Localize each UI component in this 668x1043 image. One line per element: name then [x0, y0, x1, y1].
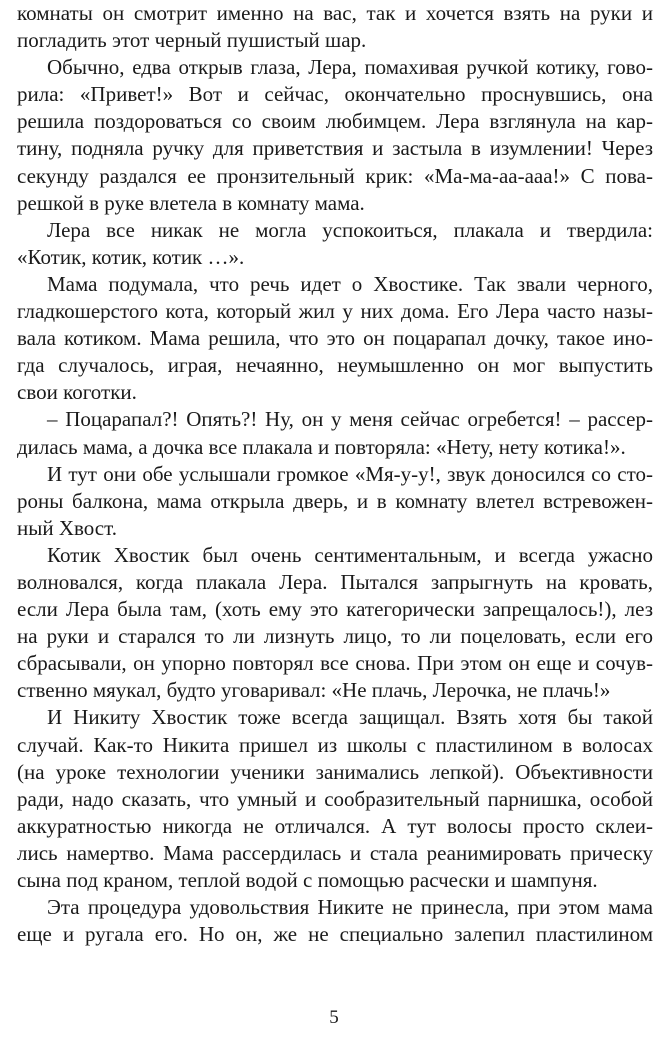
text-line: рила: «Привет!» Вот и сейчас, окончательно проснувшись, она — [17, 82, 653, 107]
paragraph — [17, 54, 653, 217]
text-line: ственно мяукал, будто уговаривал: «Не плачь, Лерочка, не плачь!» — [17, 678, 611, 703]
text-line: секунду раздался ее пронзительный крик: «Ма-ма-аа-ааа!» С пова- — [17, 163, 653, 188]
page-body — [17, 0, 653, 948]
text-line: Лера все никак не могла успокоиться, плакала и твердила: — [47, 217, 653, 242]
paragraph — [17, 894, 653, 948]
text-line: если Лера была там, (хоть ему это категорически запрещалось!), лез — [17, 597, 653, 622]
text-line: комнаты он смотрит именно на вас, так и хочется взять на руки и — [17, 1, 653, 25]
text-line: – Поцарапал?! Опять?! Ну, он у меня сейчас огребется! – рассер- — [47, 407, 653, 432]
text-line: тину, подняла ручку для приветствия и застыла в изумлении! Через — [17, 136, 653, 161]
text-line: И Никиту Хвостик тоже всегда защищал. Взять хотя бы такой — [47, 705, 653, 730]
text-line: сына под краном, теплой водой с помощью расчески и шампуня. — [17, 868, 598, 892]
text-line: волновался, когда плакала Лера. Пытался запрыгнуть на кровать, — [17, 569, 653, 594]
paragraph — [17, 704, 653, 894]
paragraph — [17, 406, 653, 460]
page-number: 5 — [329, 1007, 339, 1028]
text-line: Эта процедура удовольствия Никите не принесла, при этом мама — [47, 895, 653, 920]
text-line: Котик Хвостик был очень сентиментальным, и всегда ужасно — [47, 542, 653, 567]
text-line: на руки и старался то ли лизнуть лицо, то ли поцеловать, если его — [17, 624, 653, 649]
text-line: Мама подумала, что речь идет о Хвостике. Так звали черного, — [47, 271, 653, 296]
text-line: ный Хвост. — [17, 515, 117, 540]
text-line: свои коготки. — [17, 380, 137, 405]
text-line: аккуратностью никогда не отличался. А тут волосы просто склеи- — [17, 813, 653, 838]
paragraph — [17, 271, 653, 406]
text-line: еще и ругала его. Но он, же не специально залепил пластилином — [17, 922, 653, 947]
text-line: решила поздороваться со своим любимцем. Лера взглянула на кар- — [17, 109, 653, 134]
text-line: погладить этот черный пушистый шар. — [17, 28, 367, 53]
text-line: ради, надо сказать, что умный и сообразительный парнишка, особой — [17, 786, 653, 811]
text-line: лись намертво. Мама рассердилась и стала реанимировать прическу — [17, 840, 653, 865]
text-line: вала котиком. Мама решила, что это он поцарапал дочку, такое ино- — [17, 326, 653, 351]
text-line: дилась мама, а дочка все плакала и повторяла: «Нету, нету котика!». — [17, 434, 626, 459]
paragraph — [17, 0, 653, 54]
text-line: (на уроке технологии ученики занимались лепкой). Объективности — [17, 759, 653, 784]
text-line: гладкошерстого кота, который жил у них дома. Его Лера часто назы- — [17, 299, 653, 324]
paragraph — [17, 461, 653, 542]
paragraph — [17, 542, 653, 705]
text-line: роны балкона, мама открыла дверь, и в комнату влетел встревожен- — [17, 488, 653, 513]
text-line: гда случалось, играя, нечаянно, неумышленно он мог выпустить — [17, 353, 653, 378]
text-line: Обычно, едва открыв глаза, Лера, помахивая ручкой котику, гово- — [47, 55, 653, 80]
text-line: сбрасывали, он упорно повторял все снова. При этом он еще и сочув- — [17, 651, 653, 676]
text-line: решкой в руке влетела в комнату мама. — [17, 190, 365, 215]
text-line: случай. Как-то Никита пришел из школы с пластилином в волосах — [17, 732, 653, 757]
text-line: «Котик, котик, котик …». — [17, 244, 245, 269]
text-line: И тут они обе услышали громкое «Мя-у-у!, звук доносился со сто- — [47, 461, 653, 486]
paragraph — [17, 217, 653, 271]
